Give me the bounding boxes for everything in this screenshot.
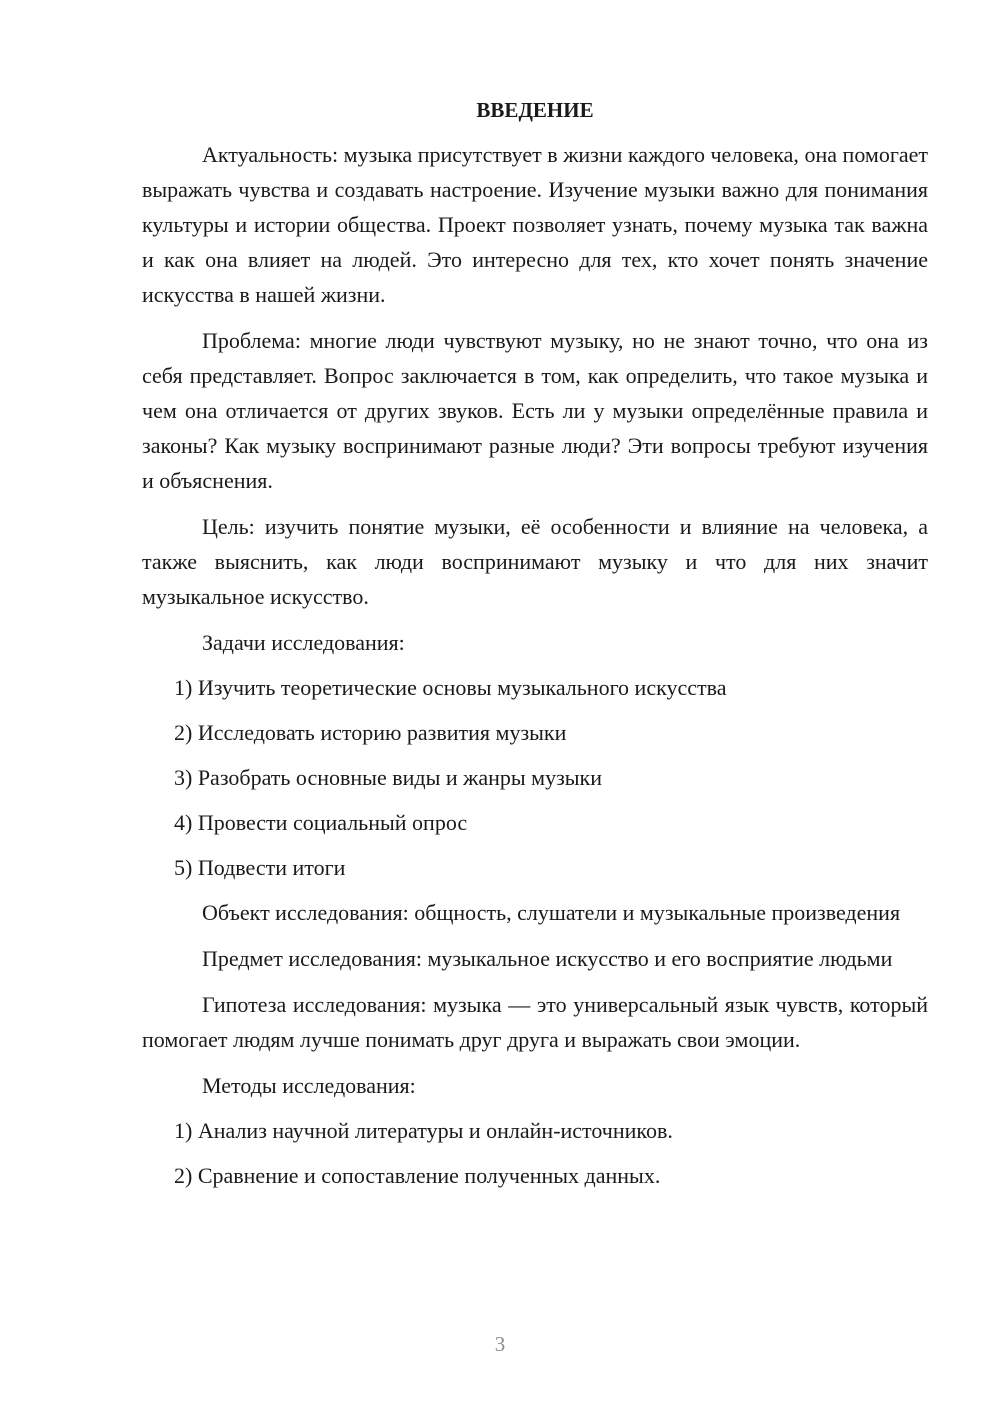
list-item: 2) Исследовать историю развития музыки [174, 720, 567, 745]
tasks-list [142, 670, 928, 885]
document-page [142, 95, 928, 1203]
list-item: 5) Подвести итоги [174, 855, 346, 880]
goal-paragraph: Цель: изучить понятие музыки, её особенности и влияние на человека, а также выяснить, как люди воспринимают музыку и что для них значит музыкальное искусство. [142, 514, 928, 609]
methods-list [142, 1113, 928, 1193]
hypothesis-paragraph: Гипотеза исследования: музыка — это универсальный язык чувств, который помогает людям лучше понимать друг друга и выражать свои эмоции. [142, 992, 928, 1052]
section-title: ВВЕДЕНИЕ [476, 98, 594, 122]
methods-heading: Методы исследования: [202, 1073, 416, 1098]
subject-paragraph: Предмет исследования: музыкальное искусство и его восприятие людьми [202, 946, 893, 971]
object-paragraph: Объект исследования: общность, слушатели и музыкальные произведения [202, 900, 901, 925]
tasks-heading: Задачи исследования: [202, 630, 405, 655]
page-number: 3 [494, 1332, 506, 1356]
list-item: 2) Сравнение и сопоставление полученных данных. [174, 1163, 661, 1188]
list-item: 1) Анализ научной литературы и онлайн-источников. [174, 1118, 673, 1143]
relevance-paragraph: Актуальность: музыка присутствует в жизни каждого человека, она помогает выражать чувства и создавать настроение. Изучение музыки важно для понимания культуры и истории общества. Проект позволяет узнать, почему музыка так важна и как она влияет на людей. Это интересно для тех, кто хочет понять значение искусства в нашей жизни. [142, 142, 928, 307]
list-item: 3) Разобрать основные виды и жанры музыки [174, 765, 603, 790]
list-item: 4) Провести социальный опрос [174, 810, 468, 835]
list-item: 1) Изучить теоретические основы музыкального искусства [174, 675, 727, 700]
problem-paragraph: Проблема: многие люди чувствуют музыку, но не знают точно, что она из себя представляет. Вопрос заключается в том, как определить, что такое музыка и чем она отличается от других звуков. Есть ли у музыки определённые правила и законы? Как музыку воспринимают разные люди? Эти вопросы требуют изучения и объяснения. [142, 328, 928, 493]
